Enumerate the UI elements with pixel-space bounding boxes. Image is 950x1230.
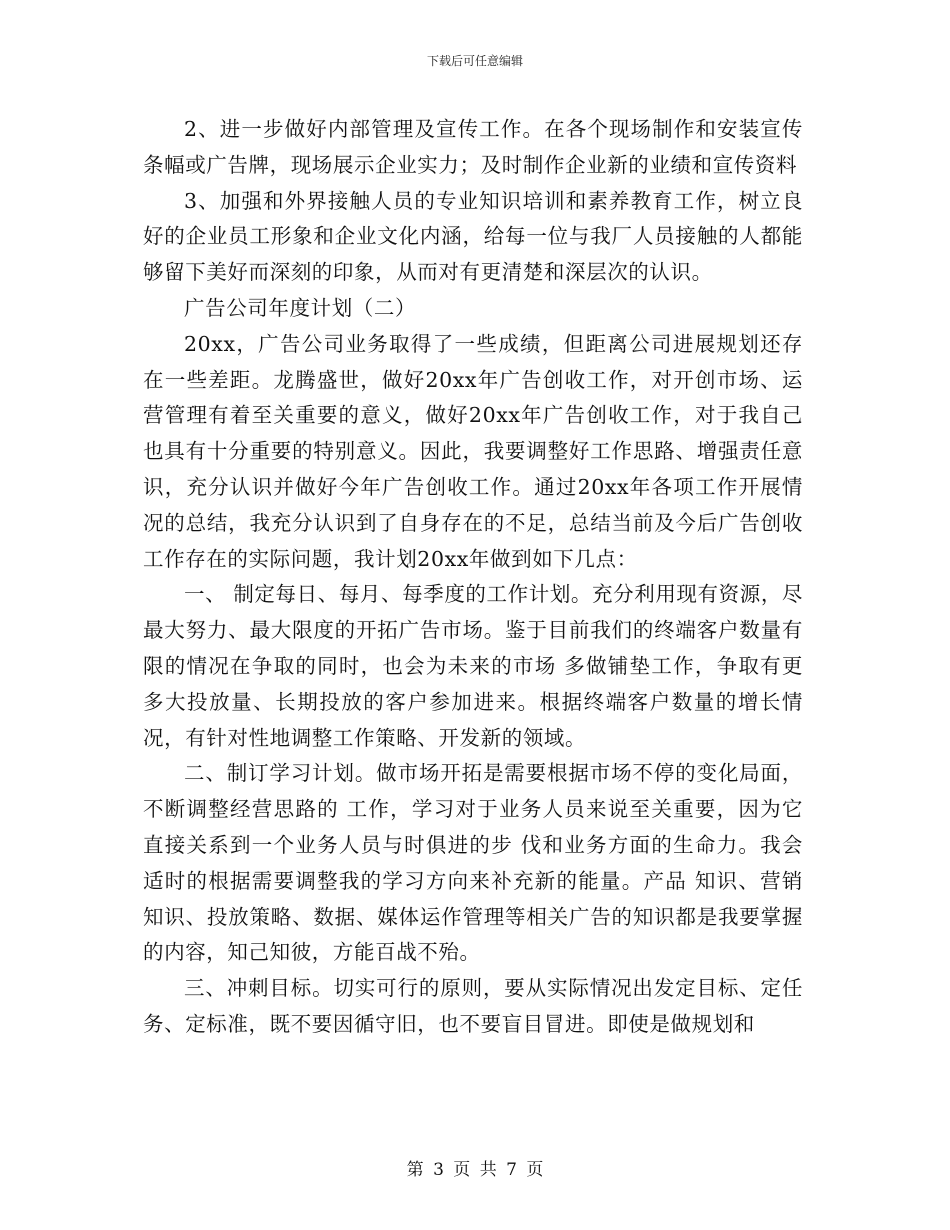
section-heading-annual-plan-2: 广告公司年度计划（二） xyxy=(184,295,417,320)
paragraph-staff-training: 3、加强和外界接触人员的专业知识培训和素养教育工作，树立良好的企业员工形象和企业文化内涵，给每一位与我厂人员接触的人都能够留下美好而深刻的印象，从而对有更清楚和深层次的认识。 xyxy=(143,188,803,285)
paragraph-introduction: 20xx，广告公司业务取得了一些成绩，但距离公司进展规划还存在一些差距。龙腾盛世，做好20xx年广告创收工作，对开创市场、运营管理有着至关重要的意义，做好20xx年广告创收工作，对于我自己也具有十分重要的特别意义。因此，我要调整好工作思路、增强责任意识，充分认识并做好今年广告创收工作。通过20xx年各项工作开展情况的总结，我充分认识到了自身存在的不足，总结当前及今后广告创收工作存在的实际问题，我计划20xx年做到如下几点： xyxy=(143,331,803,571)
paragraph-point-two-study-plan: 二、制订学习计划。做市场开拓是需要根据市场不停的变化局面，不断调整经营思路的 工作，学习对于业务人员来说至关重要，因为它直接关系到一个业务人员与时俱进的步 伐和业务方面的生命力。我会适时的根据需要调整我的学习方向来补充新的能量。产品 知识、营销知识、投放策略、数据、媒体运作管理等相关广告的知识都是我要掌握的内容，知己知彼，方能百战不殆。 xyxy=(143,761,803,965)
document-body xyxy=(143,112,803,1043)
page-header-note: 下载后可任意编辑 xyxy=(426,54,523,68)
paragraph-point-three-targets: 三、冲刺目标。切实可行的原则，要从实际情况出发定目标、定任务、定标准，既不要因循守旧，也不要盲目冒进。即使是做规划和 xyxy=(143,976,803,1036)
paragraph-internal-management: 2、进一步做好内部管理及宣传工作。在各个现场制作和安装宣传条幅或广告牌，现场展示企业实力；及时制作企业新的业绩和宣传资料 xyxy=(143,117,803,177)
page-number: 第 3 页 共 7 页 xyxy=(406,1160,544,1180)
paragraph-point-one-work-plan: 一、 制定每日、每月、每季度的工作计划。充分利用现有资源，尽最大努力、最大限度的开拓广告市场。鉴于目前我们的终端客户数量有限的情况在争取的同时，也会为未来的市场 多做铺垫工作，争取有更多大投放量、长期投放的客户参加进来。根据终端客户数量的增长情况，有针对性地调整工作策略、开发新的领域。 xyxy=(143,582,804,750)
